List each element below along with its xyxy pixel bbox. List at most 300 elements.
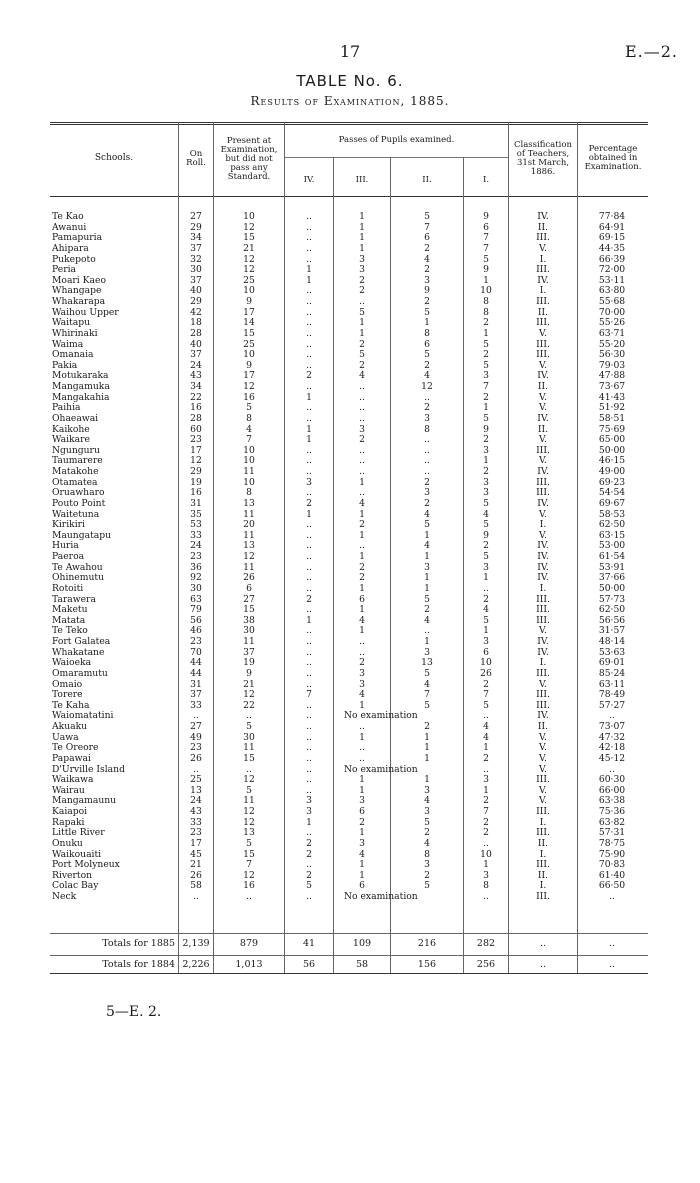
school-name: Awanui	[52, 222, 87, 233]
on-roll: 37	[190, 242, 202, 254]
percentage: 69·01	[598, 657, 626, 669]
passes-iv: ..	[306, 667, 312, 679]
percentage: 51·92	[598, 402, 626, 414]
percentage: 64·91	[598, 221, 626, 233]
rule-totals-1884	[50, 955, 648, 956]
passes-iii: ..	[359, 742, 365, 754]
present-not-passed: 11	[243, 742, 255, 754]
on-roll: 28	[190, 412, 202, 424]
on-roll: 29	[190, 221, 202, 233]
passes-iii: ..	[359, 296, 365, 307]
present-not-passed: 12	[243, 774, 255, 786]
passes-ii: 3	[424, 646, 430, 658]
present-not-passed: 15	[243, 848, 255, 860]
on-roll: 13	[190, 784, 202, 796]
totals-roll: 2,139	[182, 938, 210, 949]
present-not-passed: 5	[246, 784, 252, 796]
passes-i: ..	[483, 710, 489, 722]
passes-iv: 3	[306, 806, 312, 817]
on-roll: 17	[190, 444, 202, 456]
passes-ii: 2	[424, 869, 430, 881]
passes-iv: ..	[306, 455, 312, 467]
table-row	[0, 371, 700, 382]
teacher-classification: III.	[536, 476, 550, 488]
school-name: Uawa	[52, 732, 79, 743]
passes-i: ..	[483, 837, 489, 849]
passes-i: 7	[483, 381, 489, 392]
teacher-classification: V.	[539, 784, 547, 796]
table-row	[0, 541, 700, 552]
present-not-passed: 37	[243, 646, 255, 658]
present-not-passed: 15	[243, 604, 255, 616]
totals-ii: 216	[417, 938, 437, 949]
passes-iv: 3	[306, 795, 312, 807]
on-roll: 19	[190, 476, 202, 488]
table-row	[0, 796, 700, 807]
percentage: 44·35	[598, 242, 626, 254]
percentage: 42·18	[598, 742, 626, 754]
table-row	[0, 488, 700, 499]
table-row	[0, 308, 700, 319]
teacher-classification: III.	[536, 604, 550, 616]
passes-iii: 2	[359, 519, 365, 531]
passes-i: ..	[483, 582, 489, 594]
passes-iv: ..	[306, 402, 312, 414]
present-not-passed: 30	[243, 625, 255, 637]
percentage: ..	[609, 763, 615, 775]
teacher-classification: II.	[537, 423, 549, 435]
passes-i: 2	[483, 434, 489, 446]
passes-iii: ..	[359, 721, 365, 732]
present-not-passed: 11	[243, 508, 255, 520]
percentage: 53·63	[598, 646, 626, 658]
passes-ii: 7	[424, 221, 430, 233]
percentage: 57·27	[598, 699, 626, 711]
passes-iv: ..	[306, 232, 312, 244]
header-schools: Schools.	[94, 153, 134, 163]
present-not-passed: 25	[243, 338, 255, 350]
totals-pct: ..	[608, 938, 616, 949]
on-roll: 23	[190, 551, 202, 562]
present-not-passed: 11	[243, 636, 255, 647]
passes-ii: 3	[424, 859, 430, 871]
rule-header	[50, 196, 648, 197]
passes-ii: 1	[424, 317, 430, 329]
table-row	[0, 425, 700, 436]
percentage: 65·00	[598, 434, 626, 446]
on-roll: 34	[190, 381, 202, 392]
passes-ii: 1	[424, 529, 430, 541]
table-row	[0, 722, 700, 733]
present-not-passed: 9	[246, 667, 252, 679]
percentage: 69·15	[598, 232, 626, 244]
passes-iv: ..	[306, 625, 312, 637]
header-percentage: Percentage obtained in Examination.	[584, 144, 642, 172]
on-roll: 18	[190, 317, 202, 329]
on-roll: 58	[190, 880, 202, 892]
passes-ii: 5	[424, 816, 430, 828]
percentage: 61·54	[598, 551, 626, 562]
school-name: Te Teko	[52, 626, 88, 637]
table-row	[0, 690, 700, 701]
percentage: 66·00	[598, 784, 626, 796]
present-not-passed: ..	[246, 710, 252, 722]
on-roll: 40	[190, 285, 202, 297]
passes-iv: ..	[306, 338, 312, 350]
passes-ii: 2	[424, 359, 430, 371]
percentage: 62·50	[598, 604, 626, 616]
passes-i: 2	[483, 540, 489, 552]
table-row	[0, 605, 700, 616]
passes-i: 5	[483, 614, 489, 626]
school-name: Te Kaha	[52, 700, 90, 711]
passes-iv: ..	[306, 412, 312, 424]
passes-iii: 6	[359, 880, 365, 892]
on-roll: 33	[190, 816, 202, 828]
teacher-classification: III.	[536, 264, 550, 276]
percentage: ..	[609, 710, 615, 722]
totals-present: 879	[239, 938, 259, 949]
totals-iii: 58	[355, 959, 369, 970]
school-name: Mangamuka	[52, 382, 110, 392]
present-not-passed: 19	[243, 657, 255, 669]
present-not-passed: 11	[243, 529, 255, 541]
passes-i: 1	[483, 742, 489, 754]
table-row	[0, 531, 700, 542]
passes-ii: 1	[424, 551, 430, 562]
table-subtitle: Results of Examination, 1885.	[250, 94, 450, 108]
passes-i: 10	[480, 848, 492, 860]
rule-totals-1885	[50, 933, 648, 934]
table-row	[0, 255, 700, 266]
passes-iii: 1	[359, 604, 365, 616]
passes-iii: 2	[359, 285, 365, 297]
passes-iv: ..	[306, 349, 312, 361]
table-row	[0, 850, 700, 861]
table-body	[0, 212, 700, 903]
on-roll: 46	[190, 625, 202, 637]
present-not-passed: 4	[246, 423, 252, 435]
school-name: Waioeka	[52, 658, 92, 669]
totals-row-1884	[0, 957, 700, 973]
on-roll: 21	[190, 859, 202, 871]
passes-ii: 2	[424, 242, 430, 254]
on-roll: 29	[190, 296, 202, 307]
present-not-passed: 17	[243, 306, 255, 318]
present-not-passed: 10	[243, 444, 255, 456]
passes-iii: 1	[359, 476, 365, 488]
passes-i: 10	[480, 657, 492, 669]
passes-iii: 1	[359, 827, 365, 839]
passes-i: 4	[483, 731, 489, 743]
table-row	[0, 754, 700, 765]
passes-iii: 5	[359, 349, 365, 361]
percentage: 63·71	[598, 327, 626, 339]
teacher-classification: IV.	[537, 710, 549, 722]
teacher-classification: V.	[539, 402, 547, 414]
on-roll: 56	[190, 614, 202, 626]
table-row	[0, 669, 700, 680]
school-name: Mangamaunu	[52, 796, 117, 807]
teacher-classification: I.	[539, 285, 547, 297]
passes-i: 2	[483, 827, 489, 839]
passes-iv: 2	[306, 869, 312, 881]
table-row	[0, 340, 700, 351]
school-name: Waikawa	[52, 775, 94, 786]
passes-ii: 1	[424, 582, 430, 594]
table-row	[0, 860, 700, 871]
school-name: Ngunguru	[52, 445, 100, 456]
passes-iv: ..	[306, 710, 312, 722]
teacher-classification: V.	[539, 742, 547, 754]
passes-iii: 1	[359, 508, 365, 520]
totals-iv: 56	[302, 959, 316, 970]
school-name: Moari Kaeo	[52, 275, 106, 286]
passes-iii: 4	[359, 848, 365, 860]
passes-iii: 1	[359, 242, 365, 254]
passes-iii: 1	[359, 582, 365, 594]
present-not-passed: 5	[246, 837, 252, 849]
school-name: Omanaia	[52, 350, 94, 361]
table-row	[0, 467, 700, 478]
passes-iii: 4	[359, 370, 365, 382]
school-name: Waikare	[52, 435, 90, 446]
passes-ii: 5	[424, 519, 430, 531]
passes-i: 2	[483, 593, 489, 605]
on-roll: 31	[190, 678, 202, 690]
table-row	[0, 510, 700, 521]
passes-iv: ..	[306, 731, 312, 743]
on-roll: 35	[190, 508, 202, 520]
passes-i: 5	[483, 699, 489, 711]
passes-i: 3	[483, 869, 489, 881]
teacher-classification: III.	[536, 667, 550, 679]
passes-iii: ..	[359, 487, 365, 499]
school-name: Port Molyneux	[52, 860, 120, 871]
on-roll: 44	[190, 657, 202, 669]
passes-i: 2	[483, 795, 489, 807]
passes-iv: 2	[306, 370, 312, 382]
school-name: Te Oreore	[52, 743, 99, 754]
passes-i: 1	[483, 784, 489, 796]
percentage: 75·36	[598, 806, 626, 817]
passes-iii: 3	[359, 264, 365, 276]
percentage: 85·24	[598, 667, 626, 679]
teacher-classification: III.	[536, 232, 550, 244]
school-name: Kirikiri	[52, 520, 85, 531]
passes-iv: ..	[306, 381, 312, 392]
passes-iii: 3	[359, 423, 365, 435]
passes-iv: ..	[306, 561, 312, 573]
passes-i: 1	[483, 274, 489, 286]
passes-ii: 6	[424, 232, 430, 244]
present-not-passed: 13	[243, 827, 255, 839]
passes-iv: 7	[306, 689, 312, 701]
present-not-passed: 9	[246, 296, 252, 307]
percentage: 69·67	[598, 497, 626, 509]
school-name: Kaiapoi	[52, 807, 88, 817]
present-not-passed: 15	[243, 327, 255, 339]
passes-i: 8	[483, 296, 489, 307]
passes-iii: ..	[359, 391, 365, 403]
on-roll: 29	[190, 466, 202, 477]
teacher-classification: V.	[539, 434, 547, 446]
percentage: 78·75	[598, 837, 626, 849]
present-not-passed: 21	[243, 242, 255, 254]
passes-iv: ..	[306, 678, 312, 690]
table-row	[0, 765, 700, 776]
teacher-classification: IV.	[537, 370, 549, 382]
on-roll: 23	[190, 742, 202, 754]
passes-ii: 3	[424, 487, 430, 499]
on-roll: 32	[190, 253, 202, 265]
percentage: 49·00	[598, 466, 626, 477]
percentage: 78·49	[598, 689, 626, 701]
school-name: Neck	[52, 892, 77, 902]
table-row	[0, 478, 700, 489]
school-name: Pamapuria	[52, 233, 103, 244]
passes-iii: 2	[359, 338, 365, 350]
school-name: Riverton	[52, 870, 93, 881]
teacher-classification: V.	[539, 327, 547, 339]
present-not-passed: 30	[243, 731, 255, 743]
on-roll: 40	[190, 338, 202, 350]
passes-ii: 5	[424, 593, 430, 605]
passes-ii: 1	[424, 572, 430, 584]
present-not-passed: 5	[246, 721, 252, 732]
passes-iv: 2	[306, 593, 312, 605]
on-roll: 37	[190, 274, 202, 286]
percentage: 63·11	[598, 678, 626, 690]
passes-ii: 2	[424, 827, 430, 839]
percentage: 47·88	[598, 370, 626, 382]
teacher-classification: III.	[536, 338, 550, 350]
present-not-passed: 12	[243, 253, 255, 265]
school-name: Onuku	[52, 838, 83, 849]
teacher-classification: V.	[539, 795, 547, 807]
percentage: 58·53	[598, 508, 626, 520]
passes-iii: 1	[359, 221, 365, 233]
passes-i: 3	[483, 561, 489, 573]
teacher-classification: I.	[539, 657, 547, 669]
passes-ii: 5	[424, 211, 430, 222]
percentage: 77·84	[598, 211, 626, 222]
on-roll: 25	[190, 774, 202, 786]
passes-iii: ..	[359, 381, 365, 392]
table-row	[0, 552, 700, 563]
passes-iv: ..	[306, 604, 312, 616]
passes-i: 1	[483, 625, 489, 637]
percentage: 54·54	[598, 487, 626, 499]
passes-i: ..	[483, 763, 489, 775]
passes-i: 4	[483, 604, 489, 616]
passes-iii: 4	[359, 689, 365, 701]
school-name: Papawai	[52, 753, 91, 764]
passes-iv: 1	[306, 274, 312, 286]
passes-ii: 12	[421, 381, 433, 392]
on-roll: 43	[190, 806, 202, 817]
on-roll: ..	[193, 891, 199, 902]
passes-i: ..	[483, 891, 489, 902]
present-not-passed: 7	[246, 434, 252, 446]
present-not-passed: 38	[243, 614, 255, 626]
passes-iv: 1	[306, 423, 312, 435]
passes-i: 9	[483, 264, 489, 276]
present-not-passed: 6	[246, 582, 252, 594]
on-roll: 44	[190, 667, 202, 679]
teacher-classification: IV.	[537, 497, 549, 509]
teacher-classification: V.	[539, 242, 547, 254]
percentage: 75·69	[598, 423, 626, 435]
teacher-classification: V.	[539, 529, 547, 541]
teacher-classification: III.	[536, 593, 550, 605]
school-name: Rotoiti	[52, 583, 84, 594]
school-name: Ahipara	[52, 243, 89, 254]
school-name: Waima	[52, 339, 84, 350]
percentage: 70·83	[598, 859, 626, 871]
table-row	[0, 775, 700, 786]
teacher-classification: I.	[539, 848, 547, 860]
table-row	[0, 626, 700, 637]
percentage: 48·14	[598, 636, 626, 647]
passes-iv: ..	[306, 221, 312, 233]
present-not-passed: 12	[243, 551, 255, 562]
teacher-classification: I.	[539, 816, 547, 828]
teacher-classification: III.	[536, 689, 550, 701]
table-row	[0, 446, 700, 457]
passes-iv: ..	[306, 582, 312, 594]
totals-roll: 2,226	[182, 959, 210, 970]
percentage: 55·20	[598, 338, 626, 350]
school-name: Waikouaiti	[52, 849, 102, 860]
percentage: 46·15	[598, 455, 626, 467]
passes-iv: ..	[306, 242, 312, 254]
passes-iii: 1	[359, 784, 365, 796]
passes-iv: 1	[306, 264, 312, 276]
passes-iv: ..	[306, 529, 312, 541]
teacher-classification: III.	[536, 349, 550, 361]
school-name: Omaio	[52, 679, 83, 690]
passes-i: 7	[483, 689, 489, 701]
present-not-passed: 12	[243, 381, 255, 392]
school-name: Matata	[52, 615, 86, 626]
passes-iv: 1	[306, 508, 312, 520]
passes-ii: 4	[424, 795, 430, 807]
passes-iv: ..	[306, 317, 312, 329]
passes-iii: 3	[359, 667, 365, 679]
table-row	[0, 743, 700, 754]
teacher-classification: V.	[539, 678, 547, 690]
school-name: Motukaraka	[52, 371, 109, 382]
passes-iv: ..	[306, 487, 312, 499]
page-reference: E.—2.	[624, 42, 678, 61]
passes-iii: 4	[359, 614, 365, 626]
on-roll: 27	[190, 211, 202, 222]
teacher-classification: III.	[536, 806, 550, 817]
passes-i: 3	[483, 774, 489, 786]
header-classification: Classification of Teachers, 31st March, 1886.	[514, 140, 572, 177]
percentage: 55·26	[598, 317, 626, 329]
school-name: Te Awahou	[52, 562, 103, 573]
passes-iv: ..	[306, 285, 312, 297]
header-std-i: I.	[482, 175, 490, 185]
passes-iv: ..	[306, 657, 312, 669]
table-row	[0, 680, 700, 691]
percentage: 63·15	[598, 529, 626, 541]
school-name: Ohaeawai	[52, 413, 99, 424]
teacher-classification: V.	[539, 391, 547, 403]
passes-i: 2	[483, 678, 489, 690]
